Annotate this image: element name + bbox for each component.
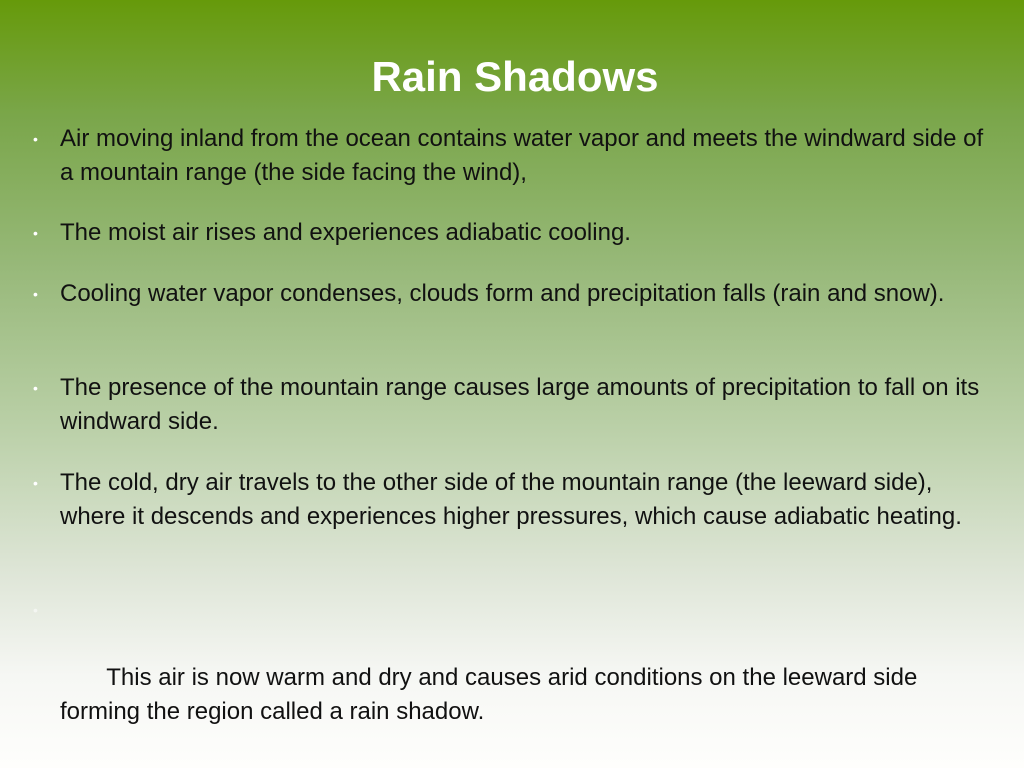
bullet-icon: • [33,380,38,396]
bullet-text: The cold, dry air travels to the other side of the mountain range (the leeward side), where it descends and experiences higher pressures, which cause adiabatic heating. [60,469,962,530]
bullet-icon: • [33,286,38,302]
bullet-text: Cooling water vapor condenses, clouds form and precipitation falls (rain and snow). [60,280,945,307]
bullet-item [33,277,960,311]
bullet-item [33,593,980,763]
bullet-text: This air is now warm and dry and causes arid conditions on the leeward side forming the region called a rain shadow. [60,664,924,725]
bullet-item [33,466,995,534]
bullet-item [33,371,995,439]
bullet-item [33,216,1000,250]
bullet-text: The moist air rises and experiences adiabatic cooling. [60,219,631,246]
bullet-item [33,122,1000,190]
bullet-text: Air moving inland from the ocean contains water vapor and meets the windward side of a mountain range (the side facing the wind), [60,125,984,186]
bullet-icon: • [33,225,38,241]
bullet-icon: • [33,602,38,618]
bullet-icon: • [33,475,38,491]
bullet-text: The presence of the mountain range causes large amounts of precipitation to fall on its windward side. [60,374,980,435]
slide-title: Rain Shadows [371,53,659,100]
bullet-icon: • [33,131,38,147]
